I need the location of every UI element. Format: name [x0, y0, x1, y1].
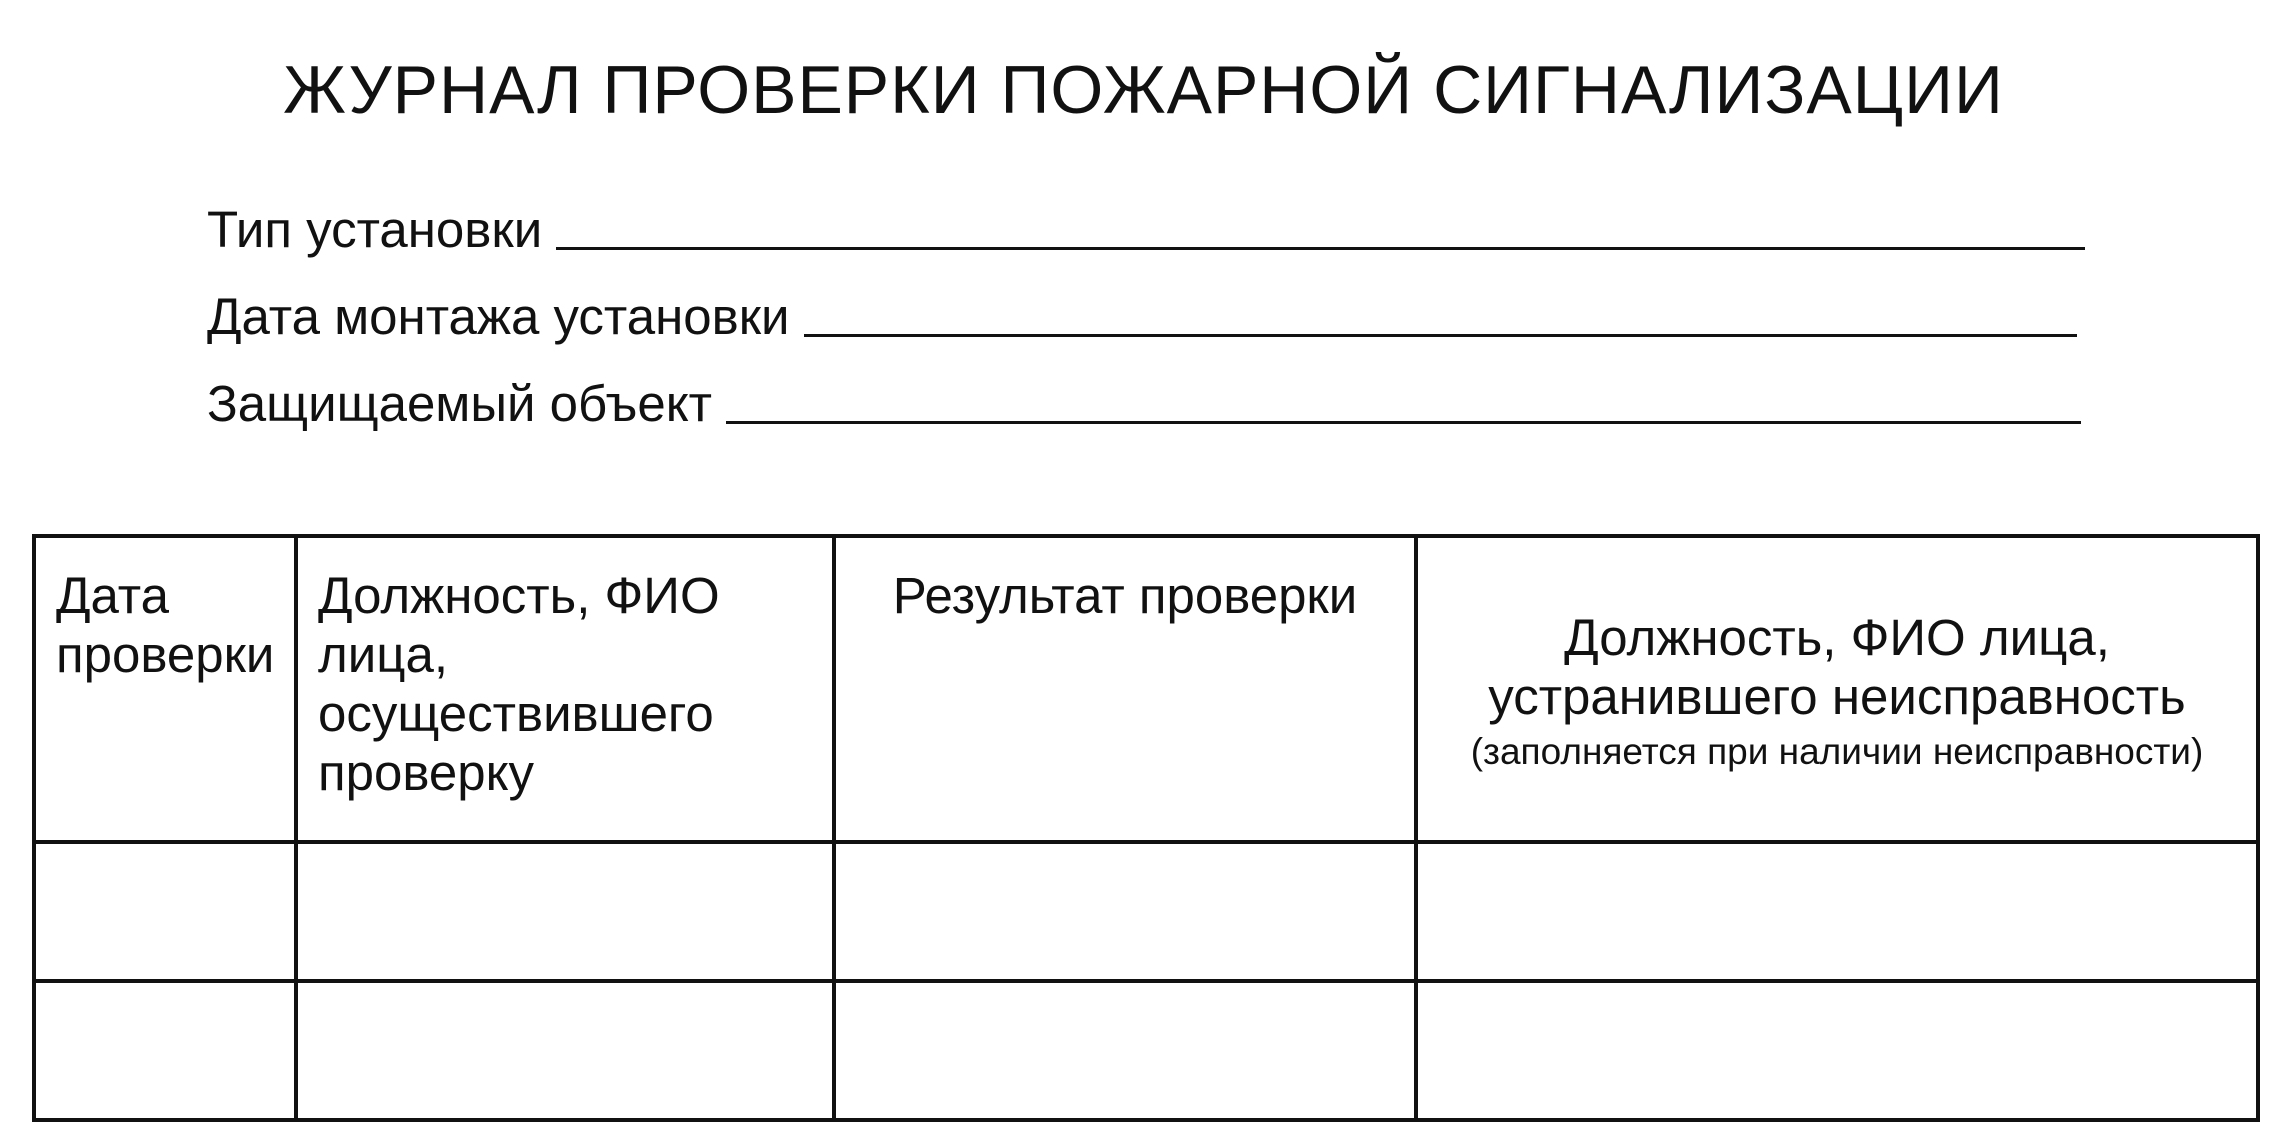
installation-type-field	[207, 190, 2085, 260]
table-row	[34, 842, 2258, 981]
cell-inspector[interactable]	[296, 842, 834, 981]
table-row	[34, 981, 2258, 1120]
header-fixer-label: Должность, ФИО лица, устранившего неисправность	[1488, 609, 2186, 725]
cell-fixer[interactable]	[1416, 981, 2258, 1120]
table-header-row	[34, 536, 2258, 842]
cell-date[interactable]	[34, 981, 296, 1120]
inspection-log-table	[32, 534, 2260, 1122]
installation-type-blank-line[interactable]	[556, 247, 2085, 250]
protected-object-label: Защищаемый объект	[207, 375, 713, 432]
header-inspector-label: Должность, ФИО лица, осуществившего проверку	[318, 567, 720, 801]
cell-date[interactable]	[34, 842, 296, 981]
protected-object-field	[207, 364, 2081, 434]
header-inspector	[296, 536, 834, 842]
header-fixer	[1416, 536, 2258, 842]
header-result-label: Результат проверки	[892, 567, 1358, 624]
installation-type-label: Тип установки	[207, 201, 543, 258]
protected-object-blank-line[interactable]	[726, 421, 2081, 424]
header-date	[34, 536, 296, 842]
cell-result[interactable]	[834, 842, 1416, 981]
header-date-label: Дата проверки	[56, 567, 275, 683]
cell-result[interactable]	[834, 981, 1416, 1120]
document-title: ЖУРНАЛ ПРОВЕРКИ ПОЖАРНОЙ СИГНАЛИЗАЦИИ	[283, 52, 2004, 128]
header-result	[834, 536, 1416, 842]
header-fixer-note: (заполняется при наличии неисправности)	[1470, 731, 2204, 772]
cell-fixer[interactable]	[1416, 842, 2258, 981]
installation-date-field	[207, 277, 2077, 347]
installation-date-label: Дата монтажа установки	[207, 288, 790, 345]
installation-date-blank-line[interactable]	[804, 334, 2078, 337]
cell-inspector[interactable]	[296, 981, 834, 1120]
